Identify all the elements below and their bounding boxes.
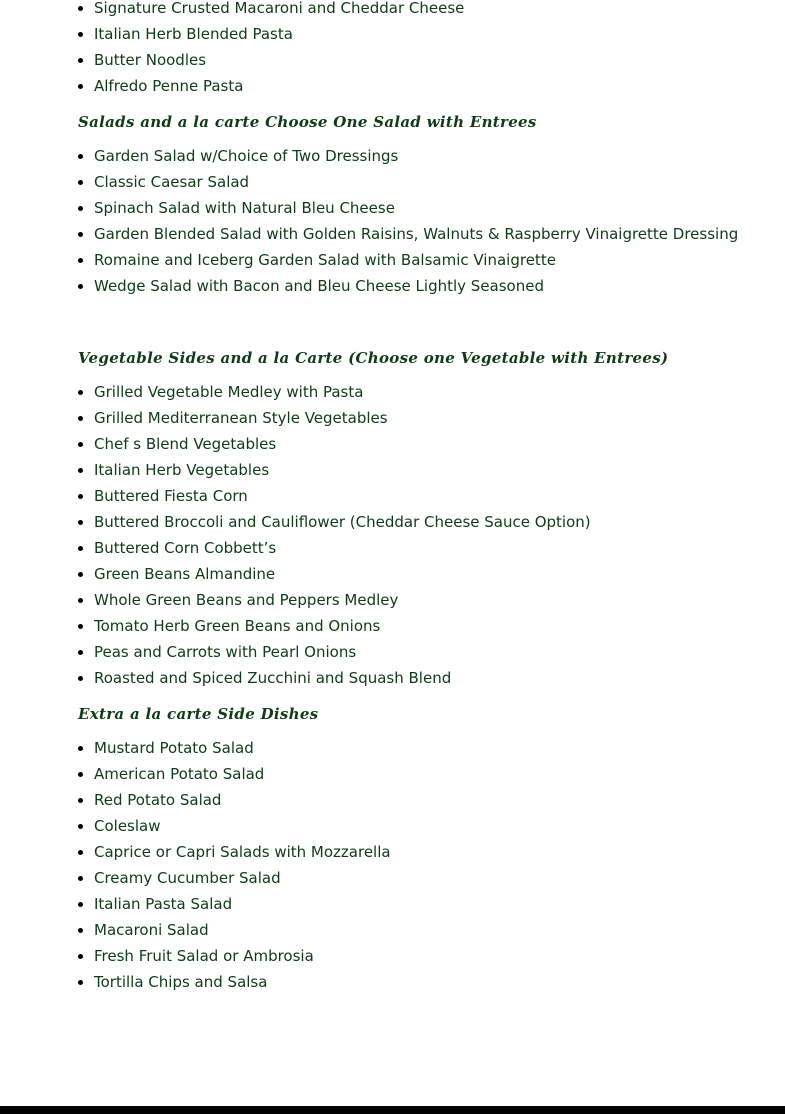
vegetables-list xyxy=(78,379,758,691)
list-item: • Creamy Cucumber Salad xyxy=(94,865,758,891)
list-item: • Caprice or Capri Salads with Mozzarella xyxy=(94,839,758,865)
menu-content xyxy=(78,0,758,995)
list-item: • Buttered Fiesta Corn xyxy=(94,483,758,509)
list-item: • Coleslaw xyxy=(94,813,758,839)
list-item: • Red Potato Salad xyxy=(94,787,758,813)
list-item: • Peas and Carrots with Pearl Onions xyxy=(94,639,758,665)
list-item: • Chef s Blend Vegetables xyxy=(94,431,758,457)
list-item: • Signature Crusted Macaroni and Cheddar Cheese xyxy=(94,0,758,21)
list-item: • Roasted and Spiced Zucchini and Squash Blend xyxy=(94,665,758,691)
salads-heading: Salads and a la carte Choose One Salad with Entrees xyxy=(78,113,537,131)
vegetables-heading: Vegetable Sides and a la Carte (Choose one Vegetable with Entrees) xyxy=(78,349,669,367)
list-item: • Mustard Potato Salad xyxy=(94,735,758,761)
extras-list xyxy=(78,735,758,995)
list-item: • Garden Blended Salad with Golden Raisins, Walnuts & Raspberry Vinaigrette Dressing xyxy=(94,221,758,247)
list-item: • Italian Herb Blended Pasta xyxy=(94,21,758,47)
list-item: • Romaine and Iceberg Garden Salad with Balsamic Vinaigrette xyxy=(94,247,758,273)
list-item: • Macaroni Salad xyxy=(94,917,758,943)
list-item: • Tortilla Chips and Salsa xyxy=(94,969,758,995)
list-item: • Garden Salad w/Choice of Two Dressings xyxy=(94,143,758,169)
salads-list xyxy=(78,143,758,299)
extras-heading: Extra a la carte Side Dishes xyxy=(78,705,319,723)
list-item: • Butter Noodles xyxy=(94,47,758,73)
list-item: • Buttered Broccoli and Cauliflower (Cheddar Cheese Sauce Option) xyxy=(94,509,758,535)
list-item: • Italian Pasta Salad xyxy=(94,891,758,917)
list-item: • Buttered Corn Cobbett’s xyxy=(94,535,758,561)
list-item: • Classic Caesar Salad xyxy=(94,169,758,195)
list-item: • Tomato Herb Green Beans and Onions xyxy=(94,613,758,639)
list-item: • Alfredo Penne Pasta xyxy=(94,73,758,99)
list-item: • Wedge Salad with Bacon and Bleu Cheese Lightly Seasoned xyxy=(94,273,758,299)
list-item: • Fresh Fruit Salad or Ambrosia xyxy=(94,943,758,969)
list-item: • Whole Green Beans and Peppers Medley xyxy=(94,587,758,613)
footer-bar xyxy=(0,1106,785,1114)
list-item: • Spinach Salad with Natural Bleu Cheese xyxy=(94,195,758,221)
pasta-list xyxy=(78,0,758,99)
list-item: • Italian Herb Vegetables xyxy=(94,457,758,483)
list-item: • Green Beans Almandine xyxy=(94,561,758,587)
list-item: • American Potato Salad xyxy=(94,761,758,787)
list-item: • Grilled Vegetable Medley with Pasta xyxy=(94,379,758,405)
list-item: • Grilled Mediterranean Style Vegetables xyxy=(94,405,758,431)
